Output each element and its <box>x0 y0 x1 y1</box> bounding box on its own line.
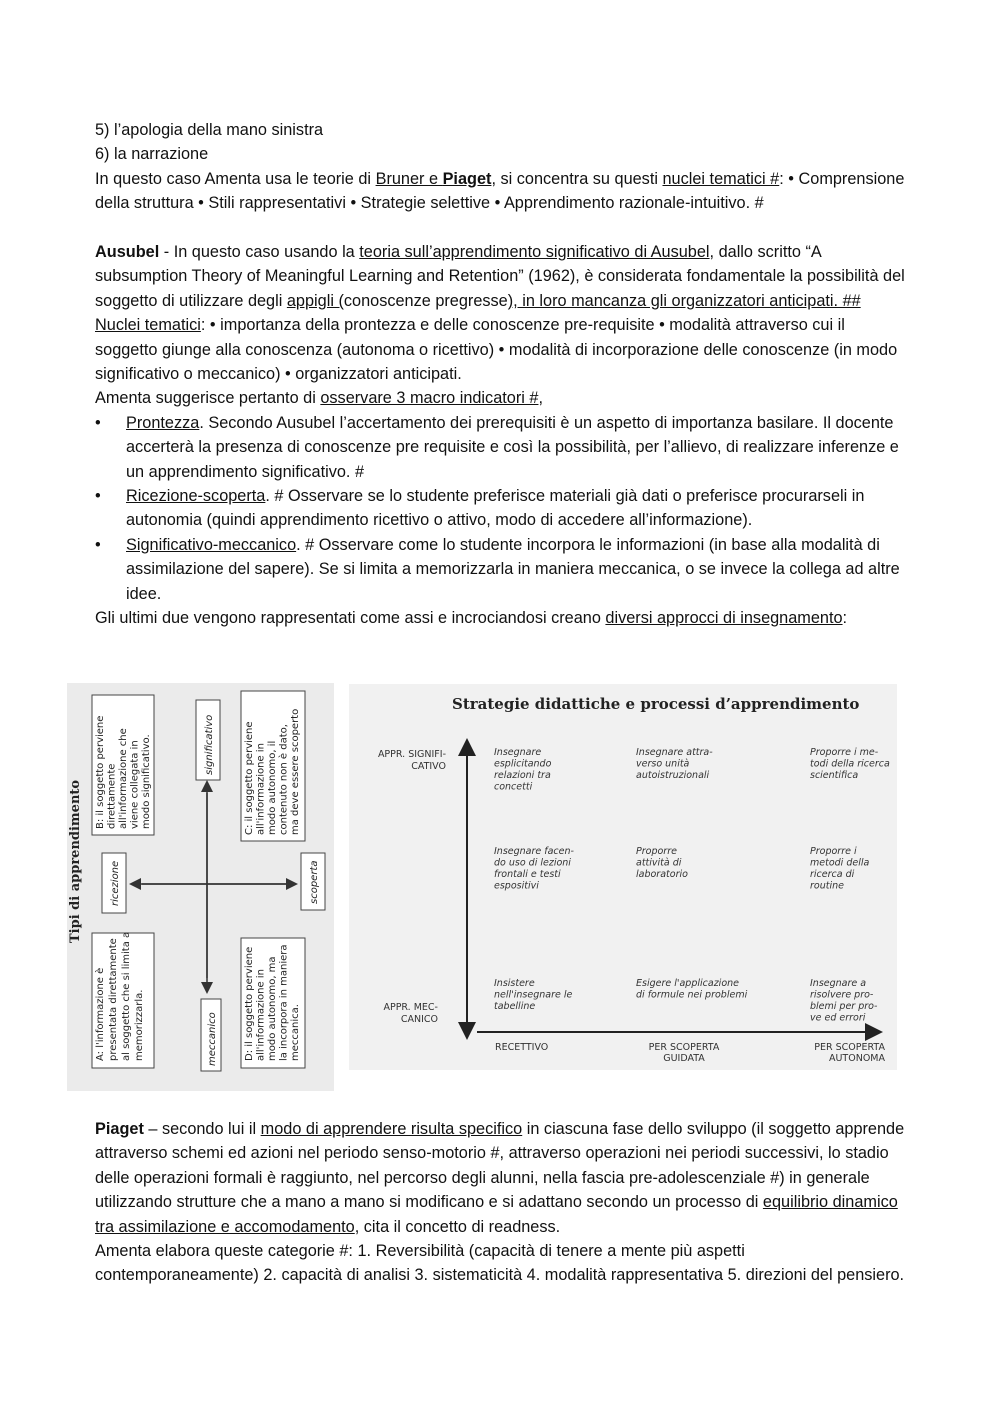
text-run: , cita il concetto di readness. <box>354 1217 561 1236</box>
text-run: . # Osservare se lo studente preferisce materiali già dati o preferisce procurarseli in autonomia (quindi apprendimento ricettivo o attivo, modo di accedere all’informazione). <box>126 487 865 530</box>
strategy-cell-line: Insegnare <box>494 747 542 758</box>
box_c-line: modo autonomo, il <box>267 740 278 835</box>
modo-link[interactable]: modo di apprendere risulta specifico <box>260 1120 523 1138</box>
y-axis-bottom-label: APPR. MEC- <box>383 1002 438 1013</box>
bullet-label[interactable]: Prontezza <box>126 413 200 432</box>
box_b-line: all'informazione che <box>118 728 129 829</box>
bullet-label[interactable]: Significativo-meccanico <box>126 535 297 554</box>
box_b-line: viene collegata in <box>129 740 141 829</box>
blank-line <box>95 216 907 240</box>
strategy-cell-line: routine <box>810 880 844 892</box>
teoria-link[interactable]: teoria sull’apprendimento significativo di Ausubel <box>359 243 710 262</box>
text-run: , dallo scritto “A subsumption Theory of Meaningful Learning and Retention” (1962), è considerata fondamentale la possibilità del soggetto di utilizzare degli <box>95 243 905 310</box>
text-run: , <box>538 389 543 408</box>
x-axis-label: PER SCOPERTA <box>814 1042 885 1053</box>
strategy-cell-line: verso unità <box>636 758 690 770</box>
text-run: In questo caso Amenta usa le teorie di <box>95 169 376 188</box>
bullet-label[interactable]: Ricezione-scoperta <box>126 487 266 506</box>
approcci-link[interactable]: diversi approcci di insegnamento <box>605 609 843 628</box>
axis-label-right: scoperta <box>309 860 320 904</box>
categorie-paragraph: Amenta elabora queste categorie #: 1. Reversibilità (capacità di tenere a mente più aspetti contemporaneamente) 2. capacità di analisi 3. sistematicità 4. modalità rappresentativa 5. direzioni del pensiero. <box>95 1242 905 1285</box>
strategy-cell-line: tabelline <box>494 1001 536 1012</box>
list-item-6: 6) la narrazione <box>95 145 209 164</box>
strategie-figure <box>349 684 897 1070</box>
box_a-line: presentata direttamente <box>108 938 119 1061</box>
list-item <box>95 411 907 484</box>
strategy-cell-line: nell'insegnare le <box>494 989 573 1001</box>
text-run: : <box>842 609 848 628</box>
text-run: – secondo lui il <box>143 1120 261 1138</box>
piaget-heading: Piaget <box>95 1120 144 1138</box>
y-axis-top-label: APPR. SIGNIFI- <box>377 749 446 760</box>
list-item-5: 5) l’apologia della mano sinistra <box>95 121 324 139</box>
text-run: . # Osservare come lo studente incorpora le informazioni (in base alla modalità di assimilazione del sapere). Se si limita a memorizzarla in maniera meccanica, o se invece la collega ad altre idee. <box>126 535 900 603</box>
axis-label-left: ricezione <box>110 860 121 906</box>
text-run: : • importanza della prontezza e delle conoscenze pre-requisite • modalità attraverso cui il soggetto giunge alla conoscenza (autonoma o ricettivo) • modalità di incorporazione delle conoscenze (in modo significativo o meccanico) • organizzatori anticipati. <box>95 316 898 384</box>
strategy-cell-line: concetti <box>494 781 533 793</box>
box_a-line: al soggetto che si limita a <box>121 931 132 1061</box>
strategy-cell-line: do uso di lezioni <box>494 857 571 869</box>
strategy-cell-line: Proporre i <box>810 846 857 857</box>
strategy-cell-line: ricerca di <box>810 869 855 880</box>
nuclei-tematici-link[interactable]: nuclei tematici # <box>662 169 780 188</box>
box_c-line: C: il soggetto perviene <box>244 721 255 835</box>
indicatori-paragraph <box>95 386 907 410</box>
text-run: Amenta suggerisce pertanto di <box>95 389 321 408</box>
text-run: : • Comprensione della struttura • Stili rappresentativi • Strategie selettive • Apprendimento razionale-intuitivo. # <box>95 169 905 213</box>
nuclei-paragraph <box>95 313 907 386</box>
box_d-line: modo autonomo, ma <box>267 956 278 1061</box>
strategy-cell-line: Proporre i me- <box>810 747 879 758</box>
strategy-cell-line: metodi della <box>810 857 870 869</box>
ausubel-heading: Ausubel <box>95 243 160 262</box>
ausubel-paragraph <box>95 240 907 313</box>
text-run: in ciascuna fase dello sviluppo (il soggetto apprende attraverso schemi ed azioni nel periodo senso-motorio #, attraverso operazioni nei periodi successivi, lo stadio delle operazioni formali è raggiunto, nel percorso degli alunni, nella fascia pre-adolescenziale #) in generale utilizzando strutture che a mano a mano si modificano e si adattano secondo un processo di <box>95 1120 905 1212</box>
text-run: Gli ultimi due vengono rappresentati come assi e incrociandosi creano <box>95 609 606 628</box>
figure-title: Strategie didattiche e processi d’apprendimento <box>452 695 860 713</box>
x-axis-label: PER SCOPERTA <box>648 1042 720 1053</box>
strategy-cell-line: Insegnare attra- <box>636 747 713 758</box>
strategy-cell-line: Insistere <box>494 978 535 989</box>
box_d-line: D: il soggetto perviene <box>244 946 255 1061</box>
y-axis-top-label: CATIVO <box>411 761 446 772</box>
tipi-apprendimento-diagram <box>67 683 334 1091</box>
strategy-cell-line: Insegnare facen- <box>494 846 574 857</box>
text-run: . Secondo Ausubel l’accertamento dei prerequisiti è un aspetto di importanza basilare. Il docente accerterà la presenza di conoscenze pre requisite e così la possibilità, per l’allievo, di realizzare inferenze e un apprendimento significativo. # <box>126 413 899 481</box>
strategy-cell-line: ve ed errori <box>810 1012 866 1024</box>
strategy-cell-line: laboratorio <box>636 869 688 880</box>
figure-title: Tipi di apprendimento <box>68 779 83 943</box>
box_b-line: modo significativo. <box>141 734 152 829</box>
closing-paren: ), in loro mancanza gli organizzatori anticipati. ## <box>507 291 861 310</box>
equilibrio-link[interactable]: equilibrio dinamico tra assimilazione e accomodamento <box>95 1193 898 1236</box>
strategie-diagram <box>349 684 897 1070</box>
box_c-line: all'informazione in <box>255 743 267 835</box>
list-item <box>95 533 907 606</box>
indicatori-link[interactable]: osservare 3 macro indicatori # <box>320 389 539 408</box>
strategy-cell-line: risolvere pro- <box>810 989 874 1001</box>
strategy-cell-line: todi della ricerca <box>810 758 890 770</box>
strategy-cell-line: Proporre <box>636 846 677 857</box>
nuclei-label[interactable]: Nuclei tematici <box>95 316 201 335</box>
text-run: , si concentra su questi <box>491 169 663 188</box>
strategy-cell-line: scientifica <box>810 770 859 781</box>
piaget-link[interactable]: Piaget <box>442 169 492 188</box>
box_d-line: la incorpora in maniera <box>278 944 290 1061</box>
strategy-cell-line: esplicitando <box>494 758 552 770</box>
bruner-paragraph <box>95 167 907 216</box>
axis-label-bottom: meccanico <box>207 1012 218 1066</box>
piaget-section <box>95 1117 907 1288</box>
box_b-line: direttamente <box>106 763 118 829</box>
assi-paragraph <box>95 606 907 630</box>
box_a-line: A: l'informazione è <box>95 967 106 1061</box>
box_b-line: B: il soggetto perviene <box>95 715 106 829</box>
x-axis-label: AUTONOMA <box>828 1053 885 1064</box>
box_a-line: memorizzarla. <box>134 989 145 1061</box>
box_d-line: meccanica. <box>290 1004 301 1061</box>
piaget-paragraph <box>95 1117 907 1239</box>
x-axis-label: RECETTIVO <box>495 1042 549 1053</box>
x-axis-label: GUIDATA <box>663 1053 705 1064</box>
strategy-cell-line: Esigere l'applicazione <box>636 978 739 989</box>
indicatori-list <box>95 411 907 606</box>
box_d-line: all'informazione in <box>255 969 267 1061</box>
tipi-apprendimento-figure <box>67 683 334 1091</box>
strategy-cell-line: autoistruzionali <box>636 770 710 781</box>
strategy-cells <box>494 747 890 1024</box>
document-body <box>95 118 907 631</box>
strategy-cell-line: Insegnare a <box>810 978 867 989</box>
list-item <box>95 484 907 533</box>
strategy-cell-line: relazioni tra <box>494 770 551 781</box>
box_c-line: ma deve essere scoperto <box>290 708 301 835</box>
text-run: - In questo caso usando la <box>159 243 360 262</box>
appigli-link[interactable]: appigli ( <box>286 291 344 310</box>
box_c-line: contenuto non è dato, <box>278 724 290 835</box>
axis-label-top: significativo <box>204 714 215 775</box>
strategy-cell-line: blemi per pro- <box>810 1001 878 1012</box>
text-run: conoscenze pregresse <box>343 291 508 310</box>
strategy-cell-line: di formule nei problemi <box>636 989 748 1001</box>
y-axis-bottom-label: CANICO <box>400 1014 438 1025</box>
strategy-cell-line: espositivi <box>494 880 539 892</box>
strategy-cell-line: frontali e testi <box>494 869 561 880</box>
strategy-cell-line: attività di <box>636 857 682 869</box>
bruner-link[interactable]: Bruner e <box>375 169 443 188</box>
